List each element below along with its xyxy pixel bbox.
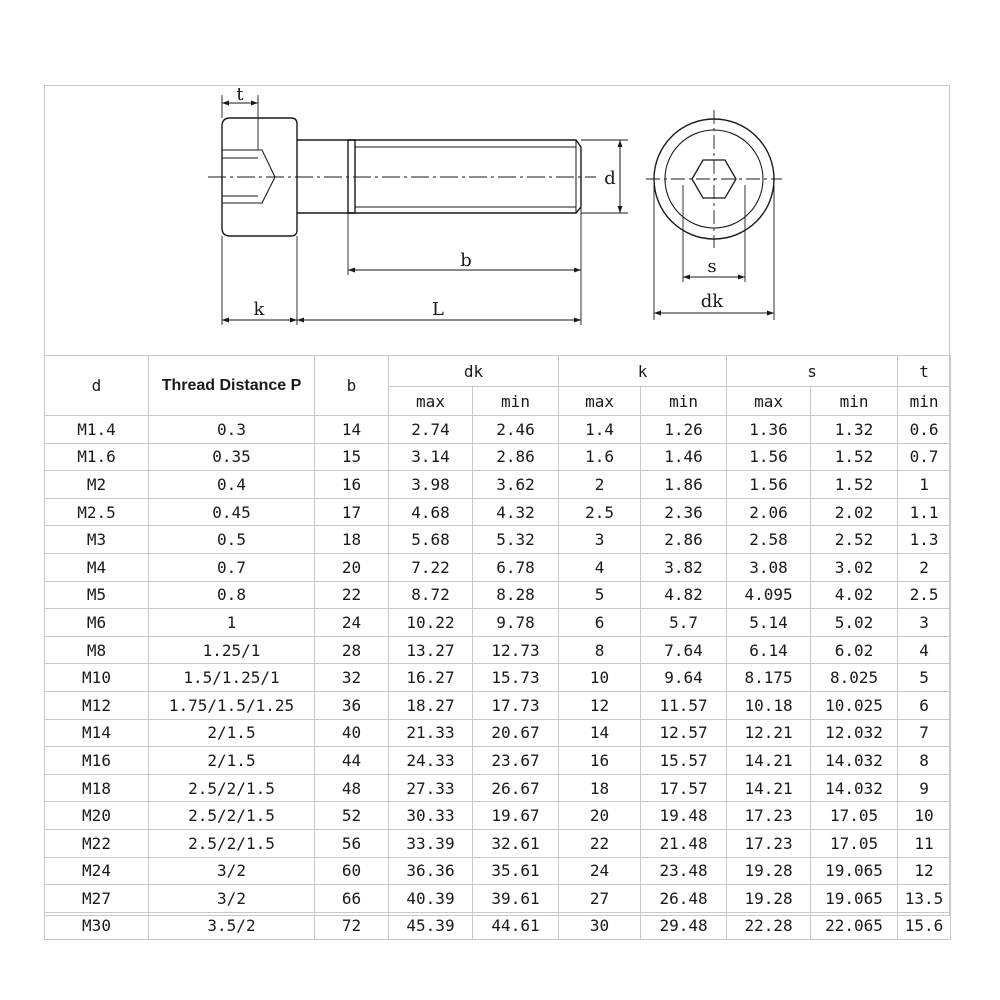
cell-s-max: 4.095 xyxy=(727,581,811,609)
screw-end-view xyxy=(646,110,782,320)
cell-s-min: 14.032 xyxy=(811,747,898,775)
cell-b: 20 xyxy=(315,553,389,581)
cell-k-max: 3 xyxy=(559,526,641,554)
cell-b: 17 xyxy=(315,498,389,526)
cell-s-max: 19.28 xyxy=(727,857,811,885)
cell-s-min: 1.32 xyxy=(811,416,898,444)
cell-s-max: 19.28 xyxy=(727,885,811,913)
cell-t-min: 1.1 xyxy=(898,498,951,526)
cell-t-min: 2.5 xyxy=(898,581,951,609)
cell-dk-min: 15.73 xyxy=(473,664,559,692)
dim-label-k: k xyxy=(253,299,265,320)
table-row xyxy=(45,526,951,554)
cell-k-min: 19.48 xyxy=(641,802,727,830)
cell-b: 56 xyxy=(315,829,389,857)
cell-t-min: 0.6 xyxy=(898,416,951,444)
header-k-max: max xyxy=(559,387,641,416)
cell-size: M1.6 xyxy=(45,443,149,471)
cell-t-min: 1.3 xyxy=(898,526,951,554)
cell-k-min: 1.26 xyxy=(641,416,727,444)
cell-size: M20 xyxy=(45,802,149,830)
cell-k-max: 2 xyxy=(559,471,641,499)
cell-k-max: 1.6 xyxy=(559,443,641,471)
cell-thread-pitch: 3.5/2 xyxy=(149,912,315,940)
screw-technical-drawing xyxy=(44,85,950,355)
cell-size: M10 xyxy=(45,664,149,692)
cell-thread-pitch: 1.25/1 xyxy=(149,636,315,664)
cell-t-min: 0.7 xyxy=(898,443,951,471)
cell-b: 60 xyxy=(315,857,389,885)
cell-dk-max: 3.98 xyxy=(389,471,473,499)
cell-size: M1.4 xyxy=(45,416,149,444)
cell-dk-max: 5.68 xyxy=(389,526,473,554)
cell-thread-pitch: 0.5 xyxy=(149,526,315,554)
table-row xyxy=(45,719,951,747)
cell-k-min: 21.48 xyxy=(641,829,727,857)
cell-b: 40 xyxy=(315,719,389,747)
cell-k-max: 4 xyxy=(559,553,641,581)
cell-dk-max: 13.27 xyxy=(389,636,473,664)
cell-s-max: 22.28 xyxy=(727,912,811,940)
cell-thread-pitch: 0.35 xyxy=(149,443,315,471)
cell-dk-min: 17.73 xyxy=(473,691,559,719)
cell-dk-min: 23.67 xyxy=(473,747,559,775)
header-thread-distance: Thread Distance P xyxy=(149,356,315,416)
cell-k-min: 12.57 xyxy=(641,719,727,747)
table-row xyxy=(45,581,951,609)
cell-b: 72 xyxy=(315,912,389,940)
cell-s-min: 22.065 xyxy=(811,912,898,940)
cell-k-max: 20 xyxy=(559,802,641,830)
cell-s-min: 4.02 xyxy=(811,581,898,609)
dim-label-t: t xyxy=(236,85,244,105)
dimension-spec-table xyxy=(44,355,951,940)
cell-dk-max: 30.33 xyxy=(389,802,473,830)
header-s-min: min xyxy=(811,387,898,416)
cell-size: M5 xyxy=(45,581,149,609)
header-dk: dk xyxy=(389,356,559,387)
cell-dk-max: 16.27 xyxy=(389,664,473,692)
cell-dk-max: 4.68 xyxy=(389,498,473,526)
cell-k-max: 10 xyxy=(559,664,641,692)
cell-dk-max: 36.36 xyxy=(389,857,473,885)
cell-s-min: 2.02 xyxy=(811,498,898,526)
table-row xyxy=(45,802,951,830)
cell-k-max: 8 xyxy=(559,636,641,664)
cell-b: 18 xyxy=(315,526,389,554)
cell-b: 14 xyxy=(315,416,389,444)
cell-k-max: 6 xyxy=(559,609,641,637)
cell-k-min: 29.48 xyxy=(641,912,727,940)
cell-s-max: 2.06 xyxy=(727,498,811,526)
cell-t-min: 13.5 xyxy=(898,885,951,913)
cell-t-min: 1 xyxy=(898,471,951,499)
cell-dk-max: 40.39 xyxy=(389,885,473,913)
header-s-max: max xyxy=(727,387,811,416)
cell-dk-min: 35.61 xyxy=(473,857,559,885)
cell-dk-min: 26.67 xyxy=(473,774,559,802)
table-row xyxy=(45,498,951,526)
cell-s-min: 3.02 xyxy=(811,553,898,581)
cell-b: 32 xyxy=(315,664,389,692)
cell-thread-pitch: 0.45 xyxy=(149,498,315,526)
table-row xyxy=(45,691,951,719)
cell-s-max: 2.58 xyxy=(727,526,811,554)
cell-k-min: 7.64 xyxy=(641,636,727,664)
cell-b: 22 xyxy=(315,581,389,609)
cell-b: 44 xyxy=(315,747,389,775)
cell-s-min: 17.05 xyxy=(811,802,898,830)
cell-s-max: 8.175 xyxy=(727,664,811,692)
cell-t-min: 6 xyxy=(898,691,951,719)
cell-s-max: 6.14 xyxy=(727,636,811,664)
cell-k-max: 5 xyxy=(559,581,641,609)
dim-label-s: s xyxy=(707,256,717,277)
cell-thread-pitch: 3/2 xyxy=(149,885,315,913)
cell-s-min: 10.025 xyxy=(811,691,898,719)
cell-s-min: 19.065 xyxy=(811,857,898,885)
cell-b: 15 xyxy=(315,443,389,471)
cell-dk-max: 18.27 xyxy=(389,691,473,719)
cell-thread-pitch: 3/2 xyxy=(149,857,315,885)
cell-t-min: 11 xyxy=(898,829,951,857)
cell-thread-pitch: 2.5/2/1.5 xyxy=(149,829,315,857)
cell-dk-min: 44.61 xyxy=(473,912,559,940)
cell-b: 36 xyxy=(315,691,389,719)
header-dk-max: max xyxy=(389,387,473,416)
cell-k-min: 2.86 xyxy=(641,526,727,554)
dim-label-d: d xyxy=(604,168,616,189)
cell-dk-max: 10.22 xyxy=(389,609,473,637)
header-b: b xyxy=(315,356,389,416)
cell-s-max: 10.18 xyxy=(727,691,811,719)
cell-t-min: 9 xyxy=(898,774,951,802)
cell-k-min: 1.86 xyxy=(641,471,727,499)
cell-t-min: 15.6 xyxy=(898,912,951,940)
cell-thread-pitch: 1.5/1.25/1 xyxy=(149,664,315,692)
dim-label-b: b xyxy=(460,250,472,271)
cell-size: M24 xyxy=(45,857,149,885)
cell-k-min: 23.48 xyxy=(641,857,727,885)
cell-s-min: 2.52 xyxy=(811,526,898,554)
cell-b: 24 xyxy=(315,609,389,637)
cell-size: M8 xyxy=(45,636,149,664)
header-t-min: min xyxy=(898,387,951,416)
cell-t-min: 10 xyxy=(898,802,951,830)
cell-thread-pitch: 1 xyxy=(149,609,315,637)
cell-s-max: 1.56 xyxy=(727,471,811,499)
cell-size: M22 xyxy=(45,829,149,857)
table-row xyxy=(45,443,951,471)
cell-dk-max: 21.33 xyxy=(389,719,473,747)
cell-dk-max: 33.39 xyxy=(389,829,473,857)
cell-s-max: 14.21 xyxy=(727,774,811,802)
cell-thread-pitch: 1.75/1.5/1.25 xyxy=(149,691,315,719)
cell-s-max: 14.21 xyxy=(727,747,811,775)
cell-dk-min: 4.32 xyxy=(473,498,559,526)
cell-size: M3 xyxy=(45,526,149,554)
cell-k-max: 12 xyxy=(559,691,641,719)
table-row xyxy=(45,774,951,802)
cell-k-min: 17.57 xyxy=(641,774,727,802)
cell-dk-min: 8.28 xyxy=(473,581,559,609)
cell-thread-pitch: 0.4 xyxy=(149,471,315,499)
table-row xyxy=(45,857,951,885)
cell-s-min: 8.025 xyxy=(811,664,898,692)
header-d: d xyxy=(45,356,149,416)
cell-s-min: 5.02 xyxy=(811,609,898,637)
header-k-min: min xyxy=(641,387,727,416)
cell-size: M4 xyxy=(45,553,149,581)
cell-k-max: 1.4 xyxy=(559,416,641,444)
cell-dk-min: 5.32 xyxy=(473,526,559,554)
cell-dk-min: 19.67 xyxy=(473,802,559,830)
header-t: t xyxy=(898,356,951,387)
cell-dk-max: 45.39 xyxy=(389,912,473,940)
cell-size: M30 xyxy=(45,912,149,940)
cell-dk-min: 12.73 xyxy=(473,636,559,664)
table-row xyxy=(45,829,951,857)
cell-k-min: 4.82 xyxy=(641,581,727,609)
dim-label-L: L xyxy=(432,299,444,320)
cell-s-min: 14.032 xyxy=(811,774,898,802)
cell-t-min: 8 xyxy=(898,747,951,775)
cell-k-max: 22 xyxy=(559,829,641,857)
header-s: s xyxy=(727,356,898,387)
cell-size: M27 xyxy=(45,885,149,913)
header-k: k xyxy=(559,356,727,387)
cell-dk-max: 7.22 xyxy=(389,553,473,581)
cell-size: M2 xyxy=(45,471,149,499)
cell-size: M16 xyxy=(45,747,149,775)
cell-t-min: 4 xyxy=(898,636,951,664)
cell-t-min: 5 xyxy=(898,664,951,692)
dim-label-dk: dk xyxy=(700,291,724,312)
cell-s-max: 1.36 xyxy=(727,416,811,444)
cell-k-min: 11.57 xyxy=(641,691,727,719)
cell-dk-min: 3.62 xyxy=(473,471,559,499)
table-row xyxy=(45,609,951,637)
cell-k-max: 14 xyxy=(559,719,641,747)
cell-s-max: 5.14 xyxy=(727,609,811,637)
cell-s-max: 12.21 xyxy=(727,719,811,747)
cell-size: M2.5 xyxy=(45,498,149,526)
table-row xyxy=(45,885,951,913)
cell-s-min: 17.05 xyxy=(811,829,898,857)
cell-dk-min: 39.61 xyxy=(473,885,559,913)
cell-k-max: 16 xyxy=(559,747,641,775)
cell-k-min: 15.57 xyxy=(641,747,727,775)
cell-k-min: 3.82 xyxy=(641,553,727,581)
header-dk-min: min xyxy=(473,387,559,416)
cell-dk-max: 3.14 xyxy=(389,443,473,471)
cell-k-max: 18 xyxy=(559,774,641,802)
table-row xyxy=(45,471,951,499)
cell-k-max: 24 xyxy=(559,857,641,885)
cell-k-max: 27 xyxy=(559,885,641,913)
cell-b: 48 xyxy=(315,774,389,802)
table-row xyxy=(45,636,951,664)
cell-k-max: 30 xyxy=(559,912,641,940)
cell-s-max: 17.23 xyxy=(727,829,811,857)
cell-size: M18 xyxy=(45,774,149,802)
cell-s-min: 19.065 xyxy=(811,885,898,913)
cell-k-min: 9.64 xyxy=(641,664,727,692)
table-row xyxy=(45,912,951,940)
table-row xyxy=(45,416,951,444)
cell-dk-max: 8.72 xyxy=(389,581,473,609)
cell-s-max: 17.23 xyxy=(727,802,811,830)
cell-b: 52 xyxy=(315,802,389,830)
table-row xyxy=(45,747,951,775)
cell-dk-min: 32.61 xyxy=(473,829,559,857)
cell-dk-max: 2.74 xyxy=(389,416,473,444)
cell-dk-min: 2.86 xyxy=(473,443,559,471)
cell-s-min: 1.52 xyxy=(811,443,898,471)
cell-k-min: 26.48 xyxy=(641,885,727,913)
cell-dk-max: 27.33 xyxy=(389,774,473,802)
cell-size: M12 xyxy=(45,691,149,719)
table-row xyxy=(45,553,951,581)
cell-dk-min: 9.78 xyxy=(473,609,559,637)
cell-dk-max: 24.33 xyxy=(389,747,473,775)
cell-k-min: 1.46 xyxy=(641,443,727,471)
cell-k-min: 2.36 xyxy=(641,498,727,526)
cell-size: M14 xyxy=(45,719,149,747)
cell-t-min: 7 xyxy=(898,719,951,747)
cell-thread-pitch: 2/1.5 xyxy=(149,719,315,747)
cell-k-max: 2.5 xyxy=(559,498,641,526)
table-row xyxy=(45,664,951,692)
cell-t-min: 3 xyxy=(898,609,951,637)
cell-s-min: 1.52 xyxy=(811,471,898,499)
cell-dk-min: 6.78 xyxy=(473,553,559,581)
cell-thread-pitch: 2.5/2/1.5 xyxy=(149,802,315,830)
cell-t-min: 2 xyxy=(898,553,951,581)
cell-thread-pitch: 2.5/2/1.5 xyxy=(149,774,315,802)
cell-s-min: 12.032 xyxy=(811,719,898,747)
cell-thread-pitch: 0.7 xyxy=(149,553,315,581)
cell-dk-min: 20.67 xyxy=(473,719,559,747)
cell-thread-pitch: 0.3 xyxy=(149,416,315,444)
cell-b: 28 xyxy=(315,636,389,664)
cell-thread-pitch: 2/1.5 xyxy=(149,747,315,775)
cell-s-min: 6.02 xyxy=(811,636,898,664)
screw-side-view xyxy=(208,95,628,325)
cell-s-max: 1.56 xyxy=(727,443,811,471)
cell-b: 16 xyxy=(315,471,389,499)
cell-b: 66 xyxy=(315,885,389,913)
cell-thread-pitch: 0.8 xyxy=(149,581,315,609)
cell-size: M6 xyxy=(45,609,149,637)
cell-s-max: 3.08 xyxy=(727,553,811,581)
cell-dk-min: 2.46 xyxy=(473,416,559,444)
cell-t-min: 12 xyxy=(898,857,951,885)
cell-k-min: 5.7 xyxy=(641,609,727,637)
